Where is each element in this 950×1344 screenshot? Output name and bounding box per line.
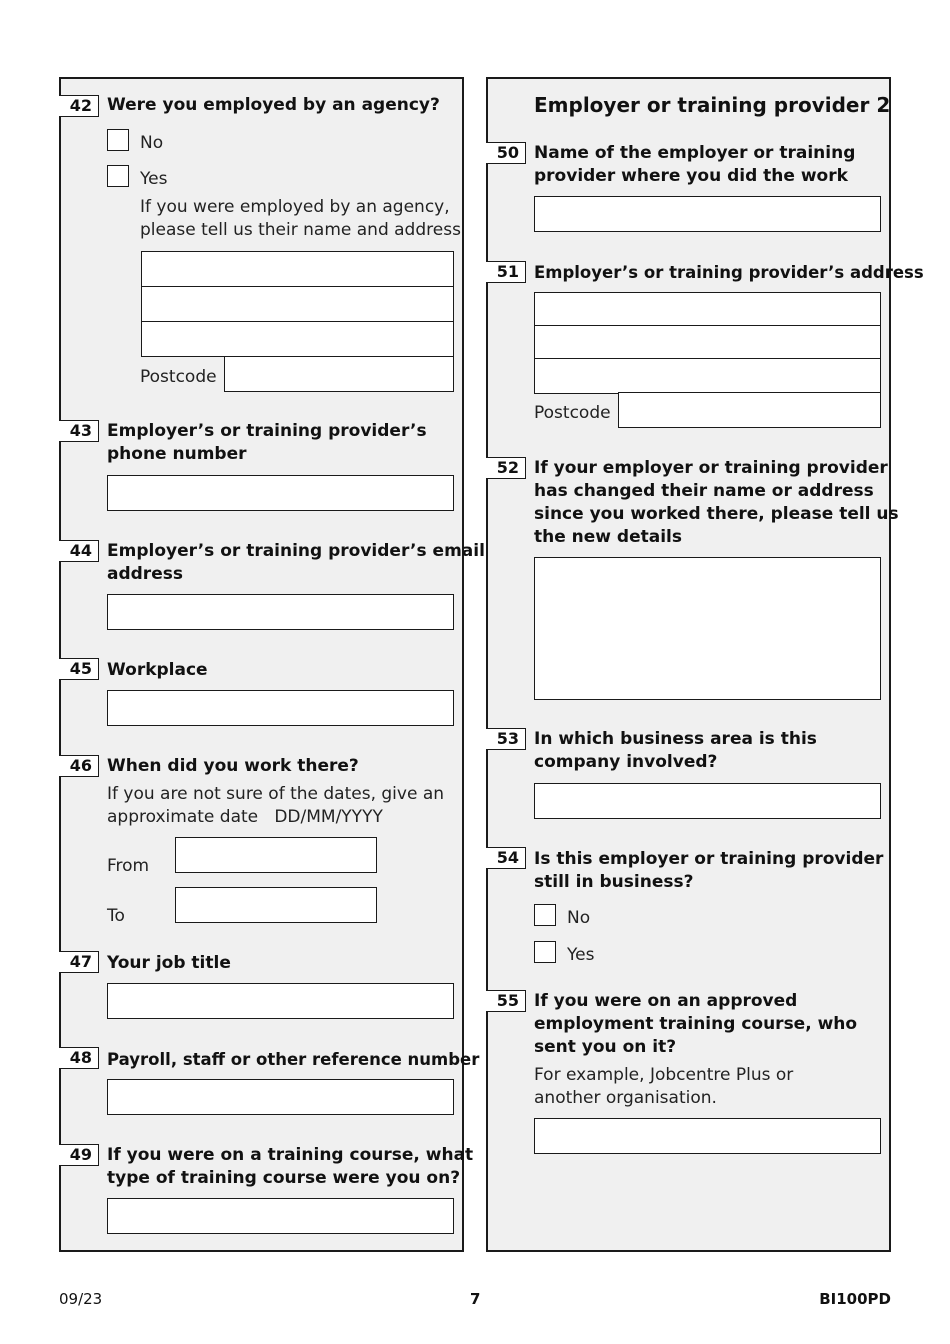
question-number-54: 54 [486,847,526,869]
question-number-52: 52 [486,457,526,479]
question-43-title-line-2: phone number [107,444,247,464]
employer-2-address-line-1-field[interactable] [534,292,881,328]
agency-yes-label: Yes [140,169,168,189]
training-course-type-field[interactable] [107,1198,454,1234]
question-55-title-line-1: If you were on an approved [534,991,798,1011]
agency-no-label: No [140,133,164,153]
still-in-business-yes-label: Yes [567,945,595,965]
question-54-title-line-2: still in business? [534,872,694,892]
job-title-field[interactable] [107,983,454,1019]
from-date-field[interactable] [175,837,377,873]
question-50-title-line-2: provider where you did the work [534,166,848,186]
employer-2-postcode-label: Postcode [534,403,611,423]
workplace-field[interactable] [107,690,454,726]
question-number-53: 53 [486,728,526,750]
agency-hint-line-1: If you were employed by an agency, [140,197,450,217]
question-55-title-line-3: sent you on it? [534,1037,677,1057]
footer-form-code: BI100PD [819,1290,891,1308]
question-53-title-line-2: company involved? [534,752,718,772]
employer-email-field[interactable] [107,594,454,630]
question-52-title-line-4: the new details [534,527,683,547]
footer-date: 09/23 [59,1290,103,1308]
question-51-title: Employer’s or training provider’s address [534,263,924,282]
still-in-business-yes-checkbox[interactable] [534,941,556,963]
question-number-42: 42 [59,95,99,117]
agency-postcode-field[interactable] [224,356,454,392]
to-date-field[interactable] [175,887,377,923]
employer-2-name-field[interactable] [534,196,881,232]
footer-page-number: 7 [470,1290,481,1308]
agency-yes-checkbox[interactable] [107,165,129,187]
question-44-title-line-2: address [107,564,183,584]
dates-hint-line-2: approximate date DD/MM/YYYY [107,807,383,827]
to-date-label: To [107,906,125,926]
employer-2-postcode-field[interactable] [618,392,881,428]
employer-2-address-line-2-field[interactable] [534,325,881,361]
question-number-45: 45 [59,658,99,680]
training-sender-hint-line-1: For example, Jobcentre Plus or [534,1065,794,1085]
training-sender-hint-line-2: another organisation. [534,1088,717,1108]
question-55-title-line-2: employment training course, who [534,1014,858,1034]
still-in-business-no-label: No [567,908,591,928]
question-47-title: Your job title [107,953,231,973]
question-54-title-line-1: Is this employer or training provider [534,849,884,869]
agency-address-line-3-field[interactable] [141,321,454,357]
question-number-46: 46 [59,755,99,777]
dates-hint-line-1: If you are not sure of the dates, give an [107,784,445,804]
question-number-50: 50 [486,142,526,164]
question-number-49: 49 [59,1144,99,1166]
question-53-title-line-1: In which business area is this [534,729,817,749]
question-46-title: When did you work there? [107,756,359,776]
agency-address-line-1-field[interactable] [141,251,454,287]
section-title: Employer or training provider 2 [534,93,891,117]
agency-postcode-label: Postcode [140,367,217,387]
training-sender-field[interactable] [534,1118,881,1154]
question-number-48: 48 [59,1047,99,1069]
agency-no-checkbox[interactable] [107,129,129,151]
question-48-title: Payroll, staff or other reference number [107,1050,480,1069]
question-number-51: 51 [486,261,526,283]
business-area-field[interactable] [534,783,881,819]
question-50-title-line-1: Name of the employer or training [534,143,856,163]
question-number-47: 47 [59,951,99,973]
question-number-55: 55 [486,990,526,1012]
question-45-title: Workplace [107,660,208,680]
reference-number-field[interactable] [107,1079,454,1115]
question-number-44: 44 [59,540,99,562]
question-52-title-line-3: since you worked there, please tell us [534,504,899,524]
question-49-title-line-2: type of training course were you on? [107,1168,461,1188]
question-52-title-line-1: If your employer or training provider [534,458,888,478]
question-52-title-line-2: has changed their name or address [534,481,874,501]
from-date-label: From [107,856,150,876]
employer-2-address-line-3-field[interactable] [534,358,881,394]
question-44-title-line-1: Employer’s or training provider’s email [107,541,485,561]
agency-hint-line-2: please tell us their name and address [140,220,461,240]
question-42-title: Were you employed by an agency? [107,95,440,115]
question-43-title-line-1: Employer’s or training provider’s [107,421,427,441]
agency-address-line-2-field[interactable] [141,286,454,322]
new-details-textarea[interactable] [534,557,881,700]
question-49-title-line-1: If you were on a training course, what [107,1145,474,1165]
employer-phone-field[interactable] [107,475,454,511]
question-number-43: 43 [59,420,99,442]
still-in-business-no-checkbox[interactable] [534,904,556,926]
